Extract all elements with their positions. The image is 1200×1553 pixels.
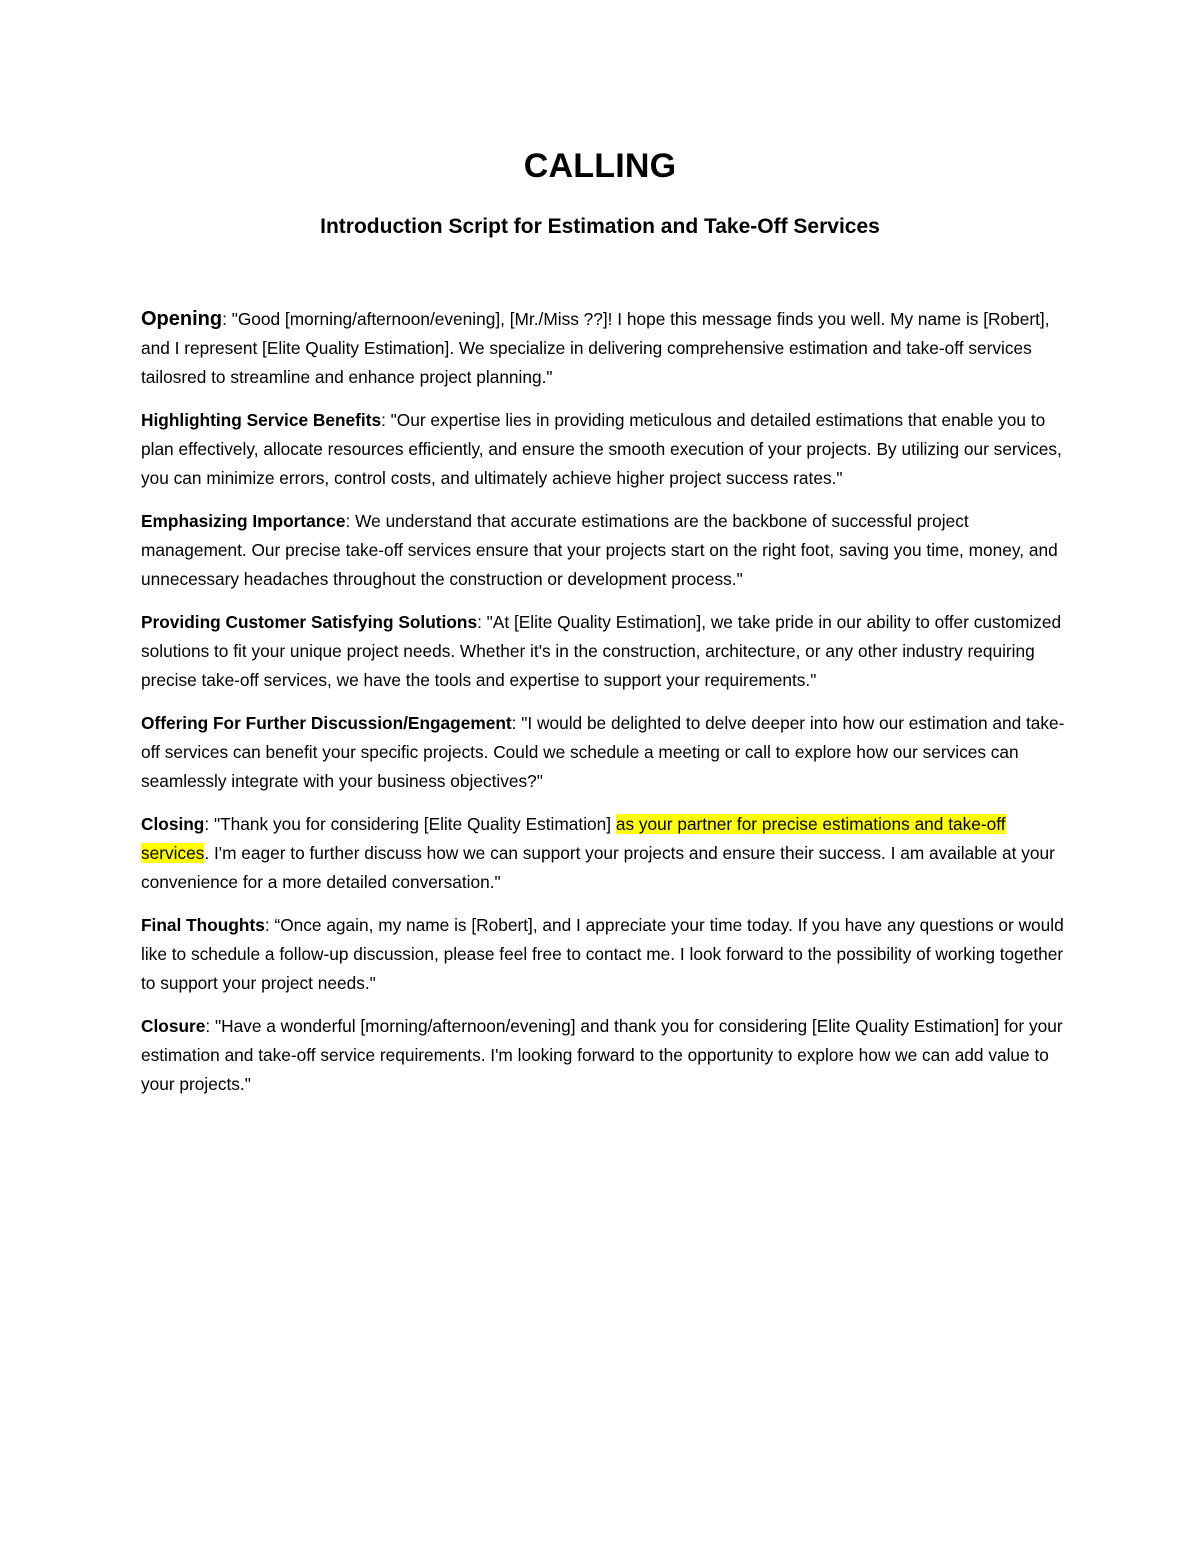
solutions-paragraph xyxy=(141,608,1066,695)
importance-colon: : xyxy=(345,511,351,531)
closing-colon: : xyxy=(204,814,210,834)
final-thoughts-paragraph xyxy=(141,911,1066,998)
final-thoughts-text: “Once again, my name is [Robert], and I appreciate your time today. If you have any questions or would like to schedule a follow-up discussion, please feel free to contact me. I look forward to the possibility of working together to support your project needs." xyxy=(141,915,1064,993)
benefits-paragraph xyxy=(141,406,1066,493)
benefits-label: Highlighting Service Benefits xyxy=(141,410,382,430)
opening-label: Opening xyxy=(141,308,223,330)
importance-label: Emphasizing Importance xyxy=(141,511,346,531)
closing-text-after: . I'm eager to further discuss how we can support your projects and ensure their success. I am available at your convenience for a more detailed conversation." xyxy=(141,843,1055,892)
engagement-paragraph xyxy=(141,709,1066,796)
document-title: CALLING xyxy=(523,147,677,185)
closing-paragraph xyxy=(141,810,1066,897)
opening-paragraph xyxy=(141,305,1066,392)
script-body xyxy=(141,305,1066,1113)
closure-paragraph xyxy=(141,1012,1066,1099)
importance-text: We understand that accurate estimations are the backbone of successful project management. Our precise take-off services ensure that your projects start on the right foot, saving you time, money, and unnecessary headaches throughout the construction or development process." xyxy=(141,511,1058,589)
engagement-label: Offering For Further Discussion/Engagement xyxy=(141,713,512,733)
solutions-text: "At [Elite Quality Estimation], we take pride in our ability to offer customized solutions to fit your unique project needs. Whether it's in the construction, architecture, or any other industry requiring precise take-off services, we have the tools and expertise to support your requirements." xyxy=(141,612,1062,690)
opening-text: "Good [morning/afternoon/evening], [Mr./Miss ??]! I hope this message finds you well. My name is [Robert], and I represent [Elite Quality Estimation]. We specialize in delivering comprehensive estimation and take-off services tailosred to streamline and enhance project planning." xyxy=(141,309,1050,387)
engagement-colon: : xyxy=(511,713,517,733)
closure-colon: : xyxy=(205,1016,211,1036)
document-subtitle: Introduction Script for Estimation and Take-Off Services xyxy=(320,215,880,238)
opening-colon: : xyxy=(222,309,227,329)
closure-label: Closure xyxy=(141,1016,206,1036)
closing-highlighted-text: as your partner for precise estimations and take-off services xyxy=(141,814,1006,863)
solutions-label: Providing Customer Satisfying Solutions xyxy=(141,612,478,632)
solutions-colon: : xyxy=(477,612,482,632)
final-thoughts-label: Final Thoughts xyxy=(141,915,265,935)
engagement-text: "I would be delighted to delve deeper into how our estimation and take-off services can benefit your specific projects. Could we schedule a meeting or call to explore how our services can seamlessly integrate with your business objectives?" xyxy=(141,713,1065,791)
closing-label: Closing xyxy=(141,814,205,834)
closing-text-before: "Thank you for considering [Elite Quality Estimation] xyxy=(209,814,616,834)
final-thoughts-colon: : xyxy=(264,915,270,935)
benefits-text: "Our expertise lies in providing meticulous and detailed estimations that enable you to plan effectively, allocate resources efficiently, and ensure the smooth execution of your projects. By utilizing our services, you can minimize errors, control costs, and ultimately achieve higher project success rates." xyxy=(141,410,1062,488)
importance-paragraph xyxy=(141,507,1066,594)
closure-text: "Have a wonderful [morning/afternoon/evening] and thank you for considering [Elite Quality Estimation] for your estimation and take-off service requirements. I'm looking forward to the opportunity to explore how we can add value to your projects." xyxy=(141,1016,1063,1094)
benefits-colon: : xyxy=(381,410,386,430)
